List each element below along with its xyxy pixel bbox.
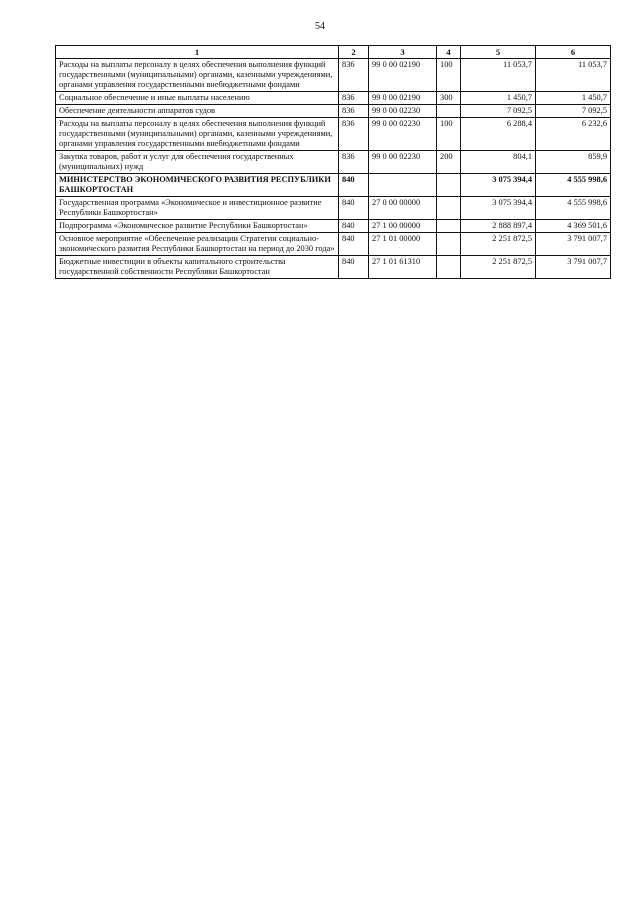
row-amount-col5-cell: 804,1 bbox=[461, 151, 536, 174]
row-name-cell: Основное мероприятие «Обеспечение реализации Стратегии социально-экономического развития Республики Башкортостан на период до 2030 года» bbox=[56, 233, 339, 256]
row-code-cell: 840 bbox=[339, 197, 369, 220]
column-header-2: 2 bbox=[339, 46, 369, 59]
table-header-row bbox=[56, 46, 611, 59]
row-amount-col6-cell: 4 555 998,6 bbox=[536, 174, 611, 197]
row-amount-col5-cell: 3 075 394,4 bbox=[461, 197, 536, 220]
row-amount-col5-cell: 3 075 394,4 bbox=[461, 174, 536, 197]
row-amount-col6-cell: 4 369 501,6 bbox=[536, 220, 611, 233]
row-code-cell: 840 bbox=[339, 256, 369, 279]
row-code-cell: 836 bbox=[339, 92, 369, 105]
row-amount-col5-cell: 2 251 872,5 bbox=[461, 233, 536, 256]
row-target-article-cell: 99 0 00 02230 bbox=[369, 105, 437, 118]
column-header-5: 5 bbox=[461, 46, 536, 59]
column-header-1: 1 bbox=[56, 46, 339, 59]
row-expense-type-cell: 100 bbox=[437, 118, 461, 151]
row-target-article-cell: 99 0 00 02230 bbox=[369, 151, 437, 174]
table-body bbox=[56, 59, 611, 279]
table-row bbox=[56, 59, 611, 92]
row-amount-col6-cell: 1 450,7 bbox=[536, 92, 611, 105]
row-amount-col5-cell: 11 053,7 bbox=[461, 59, 536, 92]
table-row bbox=[56, 151, 611, 174]
row-target-article-cell: 27 1 01 00000 bbox=[369, 233, 437, 256]
page-number: 54 bbox=[315, 21, 325, 32]
row-name-cell: Закупка товаров, работ и услуг для обеспечения государственных (муниципальных) нужд bbox=[56, 151, 339, 174]
row-amount-col5-cell: 7 092,5 bbox=[461, 105, 536, 118]
row-name-cell: Подпрограмма «Экономическое развитие Республики Башкортостан» bbox=[56, 220, 339, 233]
row-target-article-cell: 27 1 00 00000 bbox=[369, 220, 437, 233]
row-code-cell: 840 bbox=[339, 233, 369, 256]
row-expense-type-cell: 300 bbox=[437, 92, 461, 105]
column-header-6: 6 bbox=[536, 46, 611, 59]
row-target-article-cell bbox=[369, 174, 437, 197]
budget-table bbox=[55, 45, 611, 279]
table-row bbox=[56, 174, 611, 197]
row-expense-type-cell: 200 bbox=[437, 151, 461, 174]
row-code-cell: 836 bbox=[339, 118, 369, 151]
row-amount-col5-cell: 2 888 897,4 bbox=[461, 220, 536, 233]
row-expense-type-cell bbox=[437, 197, 461, 220]
row-expense-type-cell bbox=[437, 233, 461, 256]
row-expense-type-cell bbox=[437, 174, 461, 197]
table-row bbox=[56, 220, 611, 233]
column-header-3: 3 bbox=[369, 46, 437, 59]
table-row bbox=[56, 118, 611, 151]
row-name-cell: Расходы на выплаты персоналу в целях обеспечения выполнения функций государственными (муниципальными) органами, казенными учреждениями, органами управления государственными внебюджетными фондами bbox=[56, 118, 339, 151]
row-name-cell: Государственная программа «Экономическое и инвестиционное развитие Республики Башкортостан» bbox=[56, 197, 339, 220]
row-amount-col6-cell: 11 053,7 bbox=[536, 59, 611, 92]
row-amount-col6-cell: 859,9 bbox=[536, 151, 611, 174]
row-expense-type-cell bbox=[437, 105, 461, 118]
row-name-cell: МИНИСТЕРСТВО ЭКОНОМИЧЕСКОГО РАЗВИТИЯ РЕСПУБЛИКИ БАШКОРТОСТАН bbox=[56, 174, 339, 197]
table-row bbox=[56, 92, 611, 105]
row-amount-col6-cell: 3 791 007,7 bbox=[536, 233, 611, 256]
row-target-article-cell: 99 0 00 02190 bbox=[369, 92, 437, 105]
row-name-cell: Социальное обеспечение и иные выплаты населению bbox=[56, 92, 339, 105]
row-code-cell: 840 bbox=[339, 220, 369, 233]
row-amount-col6-cell: 7 092,5 bbox=[536, 105, 611, 118]
column-header-4: 4 bbox=[437, 46, 461, 59]
row-expense-type-cell: 100 bbox=[437, 59, 461, 92]
row-name-cell: Расходы на выплаты персоналу в целях обеспечения выполнения функций государственными (муниципальными) органами, казенными учреждениями, органами управления государственными внебюджетными фондами bbox=[56, 59, 339, 92]
row-code-cell: 840 bbox=[339, 174, 369, 197]
row-code-cell: 836 bbox=[339, 105, 369, 118]
row-target-article-cell: 99 0 00 02230 bbox=[369, 118, 437, 151]
row-amount-col5-cell: 6 288,4 bbox=[461, 118, 536, 151]
row-name-cell: Бюджетные инвестиции в объекты капитального строительства государственной собственности Республики Башкортостан bbox=[56, 256, 339, 279]
row-amount-col6-cell: 3 791 007,7 bbox=[536, 256, 611, 279]
row-amount-col6-cell: 6 232,6 bbox=[536, 118, 611, 151]
row-expense-type-cell bbox=[437, 256, 461, 279]
row-target-article-cell: 27 1 01 61310 bbox=[369, 256, 437, 279]
row-amount-col5-cell: 1 450,7 bbox=[461, 92, 536, 105]
table-row bbox=[56, 256, 611, 279]
table-row bbox=[56, 197, 611, 220]
row-expense-type-cell bbox=[437, 220, 461, 233]
table-row bbox=[56, 233, 611, 256]
row-target-article-cell: 27 0 00 00000 bbox=[369, 197, 437, 220]
row-amount-col6-cell: 4 555 998,6 bbox=[536, 197, 611, 220]
row-code-cell: 836 bbox=[339, 151, 369, 174]
row-amount-col5-cell: 2 251 872,5 bbox=[461, 256, 536, 279]
row-target-article-cell: 99 0 00 02190 bbox=[369, 59, 437, 92]
table-row bbox=[56, 105, 611, 118]
row-name-cell: Обеспечение деятельности аппаратов судов bbox=[56, 105, 339, 118]
row-code-cell: 836 bbox=[339, 59, 369, 92]
